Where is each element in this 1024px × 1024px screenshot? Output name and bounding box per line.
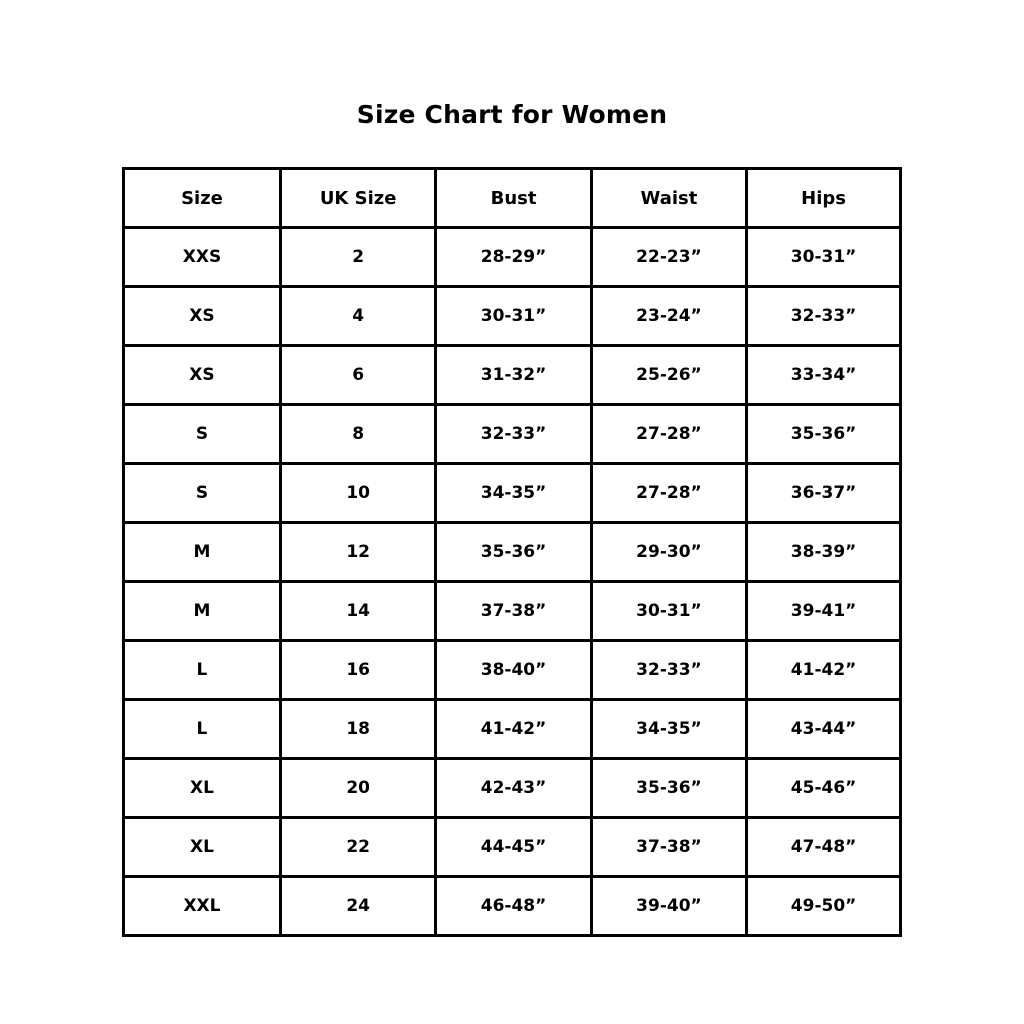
table-row (124, 700, 901, 759)
cell-hips: 35-36” (747, 405, 901, 464)
cell-bust: 38-40” (436, 641, 591, 700)
table-row (124, 877, 901, 936)
cell-uk-size: 6 (280, 346, 435, 405)
page-title: Size Chart for Women (356, 100, 668, 129)
cell-uk-size: 8 (280, 405, 435, 464)
cell-uk-size: 2 (280, 228, 435, 287)
column-header-size: Size (124, 169, 281, 228)
cell-uk-size: 16 (280, 641, 435, 700)
cell-bust: 35-36” (436, 523, 591, 582)
cell-waist: 23-24” (591, 287, 746, 346)
cell-bust: 37-38” (436, 582, 591, 641)
cell-waist: 22-23” (591, 228, 746, 287)
cell-hips: 33-34” (747, 346, 901, 405)
cell-uk-size: 10 (280, 464, 435, 523)
cell-size: XXL (124, 877, 281, 936)
column-header-bust: Bust (436, 169, 591, 228)
table-row (124, 228, 901, 287)
cell-size: L (124, 700, 281, 759)
cell-size: S (124, 464, 281, 523)
cell-uk-size: 12 (280, 523, 435, 582)
cell-hips: 36-37” (747, 464, 901, 523)
cell-size: XL (124, 759, 281, 818)
cell-waist: 30-31” (591, 582, 746, 641)
table-row (124, 759, 901, 818)
cell-waist: 27-28” (591, 405, 746, 464)
table-row (124, 818, 901, 877)
cell-size: XL (124, 818, 281, 877)
cell-hips: 38-39” (747, 523, 901, 582)
cell-uk-size: 22 (280, 818, 435, 877)
cell-bust: 41-42” (436, 700, 591, 759)
size-chart-table-wrapper (122, 167, 902, 937)
cell-size: S (124, 405, 281, 464)
cell-hips: 39-41” (747, 582, 901, 641)
cell-size: XS (124, 346, 281, 405)
cell-waist: 34-35” (591, 700, 746, 759)
cell-size: L (124, 641, 281, 700)
cell-waist: 29-30” (591, 523, 746, 582)
cell-bust: 34-35” (436, 464, 591, 523)
cell-size: M (124, 582, 281, 641)
table-row (124, 346, 901, 405)
column-header-waist: Waist (591, 169, 746, 228)
cell-waist: 37-38” (591, 818, 746, 877)
cell-bust: 32-33” (436, 405, 591, 464)
cell-uk-size: 4 (280, 287, 435, 346)
cell-hips: 43-44” (747, 700, 901, 759)
cell-uk-size: 24 (280, 877, 435, 936)
table-row (124, 405, 901, 464)
table-body (124, 228, 901, 936)
cell-waist: 35-36” (591, 759, 746, 818)
cell-bust: 31-32” (436, 346, 591, 405)
table-row (124, 287, 901, 346)
cell-size: XS (124, 287, 281, 346)
cell-bust: 46-48” (436, 877, 591, 936)
cell-waist: 39-40” (591, 877, 746, 936)
cell-bust: 28-29” (436, 228, 591, 287)
table-row (124, 582, 901, 641)
cell-uk-size: 18 (280, 700, 435, 759)
cell-uk-size: 14 (280, 582, 435, 641)
table-row (124, 641, 901, 700)
cell-hips: 45-46” (747, 759, 901, 818)
cell-hips: 41-42” (747, 641, 901, 700)
column-header-uk-size: UK Size (280, 169, 435, 228)
size-chart-table (122, 167, 902, 937)
table-row (124, 464, 901, 523)
cell-hips: 47-48” (747, 818, 901, 877)
cell-bust: 44-45” (436, 818, 591, 877)
cell-hips: 32-33” (747, 287, 901, 346)
cell-hips: 30-31” (747, 228, 901, 287)
cell-waist: 27-28” (591, 464, 746, 523)
cell-hips: 49-50” (747, 877, 901, 936)
cell-size: M (124, 523, 281, 582)
column-header-hips: Hips (747, 169, 901, 228)
cell-waist: 32-33” (591, 641, 746, 700)
table-header-row (124, 169, 901, 228)
cell-size: XXS (124, 228, 281, 287)
table-header (124, 169, 901, 228)
cell-waist: 25-26” (591, 346, 746, 405)
cell-bust: 42-43” (436, 759, 591, 818)
cell-bust: 30-31” (436, 287, 591, 346)
cell-uk-size: 20 (280, 759, 435, 818)
table-row (124, 523, 901, 582)
